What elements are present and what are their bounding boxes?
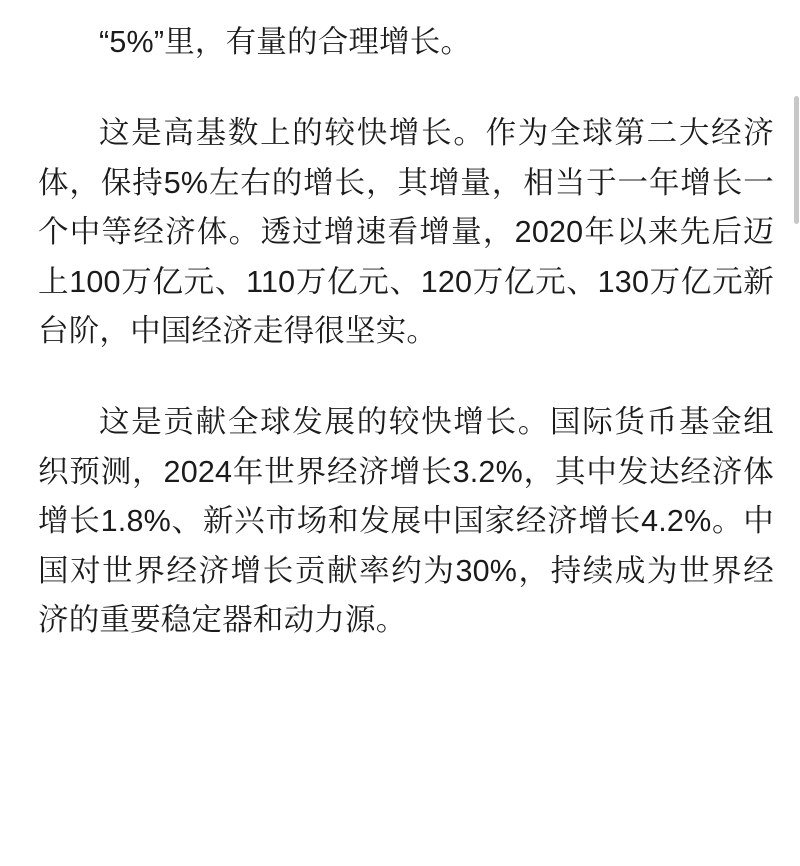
paragraph-3: 这是贡献全球发展的较快增长。国际货币基金组织预测，2024年世界经济增长3.2%，其中发达经济体增长1.8%、新兴市场和发展中国家经济增长4.2%。中国对世界经济增长贡献率约为30%，持续成为世界经济的重要稳定器和动力源。 (38, 405, 774, 638)
paragraph-2: 这是高基数上的较快增长。作为全球第二大经济体，保持5%左右的增长，其增量，相当于一年增长一个中等经济体。透过增速看增量，2020年以来先后迈上100万亿元、110万亿元、120万亿元、130万亿元新台阶，中国经济走得很坚实。 (38, 116, 774, 349)
vertical-scrollbar[interactable] (793, 0, 800, 866)
paragraph-1: “5%”里，有量的合理增长。 (99, 25, 472, 59)
scrollbar-thumb[interactable] (794, 96, 799, 224)
